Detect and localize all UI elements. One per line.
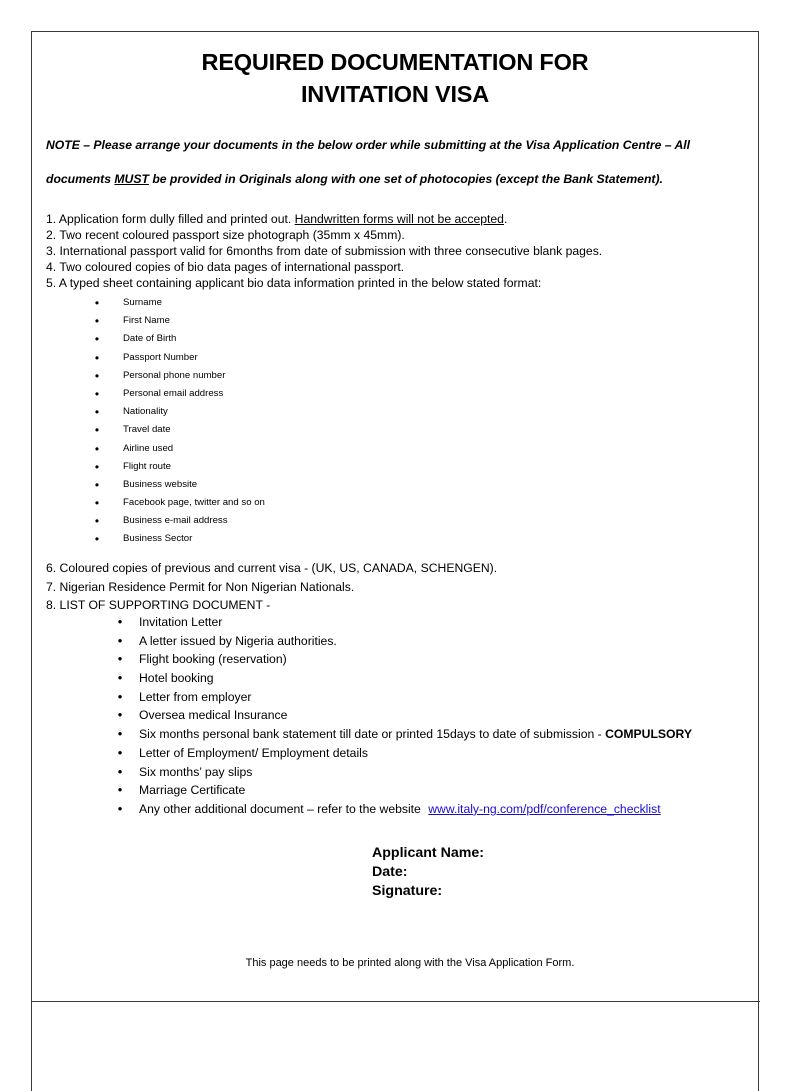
bullet-icon: • [117, 614, 123, 629]
bio-field-label: Airline used [123, 442, 174, 454]
bio-field-label: Business website [123, 478, 198, 490]
bio-field-label: First Name [123, 315, 170, 327]
supporting-doc-label: Letter of Employment/ Employment details [139, 745, 368, 760]
bio-field-label: Business Sector [123, 533, 193, 545]
note-must-emphasis: MUST [114, 172, 149, 186]
signature-label: Signature: [372, 883, 443, 899]
supporting-doc-label: Flight booking (reservation) [139, 652, 287, 667]
bullet-icon: • [117, 670, 123, 686]
bullet-icon: • [117, 688, 123, 704]
bullet-icon: • [117, 763, 123, 779]
list-item [110, 706, 692, 725]
note-line-2-start: documents [46, 172, 115, 186]
bio-field-label: Personal phone number [123, 369, 226, 381]
bullet-icon: • [94, 423, 100, 438]
list-item [110, 781, 692, 800]
supporting-doc-label: Marriage Certificate [139, 783, 246, 798]
list-item [90, 312, 265, 330]
bio-field-label: Business e-mail address [123, 515, 228, 527]
supporting-doc-label: Six months’ pay slips [139, 764, 253, 779]
bullet-icon: • [94, 350, 100, 365]
bullet-icon: • [94, 532, 100, 547]
bullet-icon: • [94, 314, 100, 329]
bullet-icon: • [117, 726, 123, 742]
list-item [110, 632, 692, 651]
list-item [90, 349, 265, 367]
list-item [90, 385, 265, 403]
bullet-icon: • [94, 514, 100, 529]
page-title [31, 46, 759, 110]
supporting-doc-label: A letter issued by Nigeria authorities. [139, 633, 337, 648]
bullet-icon: • [117, 800, 123, 816]
list-item [90, 440, 265, 458]
list-item [110, 613, 692, 632]
supporting-doc-label: Oversea medical Insurance [139, 708, 288, 723]
requirement-item-2: 2. Two recent coloured passport size photograph (35mm x 45mm). [46, 228, 405, 242]
signature-block [372, 844, 484, 901]
bullet-icon: • [94, 459, 100, 474]
list-item [110, 688, 692, 707]
list-item [90, 367, 265, 385]
list-item [90, 421, 265, 439]
bullet-icon: • [94, 386, 100, 401]
list-item [90, 403, 265, 421]
bullet-icon: • [94, 477, 100, 492]
requirements-list [46, 211, 746, 291]
list-item [110, 744, 692, 763]
supporting-documents-list [110, 613, 692, 819]
list-item [110, 763, 692, 782]
requirement-item-1 [46, 211, 746, 227]
note-paragraph [46, 128, 746, 196]
list-item [90, 294, 265, 312]
bio-data-fields-list [90, 294, 265, 549]
bio-field-label: Passport Number [123, 351, 198, 363]
list-item [110, 725, 692, 744]
bio-field-label: Personal email address [123, 387, 224, 399]
applicant-name-label: Applicant Name: [372, 845, 484, 861]
requirement-item-5: 5. A typed sheet containing applicant bio data information printed in the below stated format: [46, 276, 542, 290]
list-item [90, 330, 265, 348]
bullet-icon: • [94, 296, 100, 310]
supporting-doc-label: Letter from employer [139, 689, 252, 704]
bullet-icon: • [117, 707, 123, 723]
item-1-text: 1. Application form dully filled and printed out. [46, 212, 295, 226]
supporting-doc-label: Any other additional document – refer to the website [139, 801, 425, 816]
list-item [90, 530, 265, 548]
list-item [110, 669, 692, 688]
bullet-icon: • [94, 496, 100, 511]
requirement-item-4: 4. Two coloured copies of bio data pages of international passport. [46, 260, 405, 274]
item-1-underlined: Handwritten forms will not be accepted [294, 212, 504, 226]
footer-note: This page needs to be printed along with the Visa Application Form. [245, 957, 575, 969]
list-item [90, 458, 265, 476]
list-item [90, 476, 265, 494]
note-line-2 [46, 162, 746, 196]
bio-field-label: Flight route [123, 460, 171, 472]
requirement-item-7: 7. Nigerian Residence Permit for Non Nigerian Nationals. [46, 579, 355, 594]
title-line-2: INVITATION VISA [300, 81, 490, 107]
bullet-icon: • [117, 632, 123, 648]
bullet-icon: • [94, 405, 100, 420]
bio-field-label: Travel date [123, 424, 171, 436]
requirements-list-continued [46, 559, 746, 615]
bullet-icon: • [117, 744, 123, 760]
bio-field-label: Facebook page, twitter and so on [123, 497, 265, 509]
requirement-item-3: 3. International passport valid for 6months from date of submission with three consecutive blank pages. [46, 244, 603, 258]
requirement-item-8: 8. LIST OF SUPPORTING DOCUMENT - [46, 598, 271, 613]
title-line-1: REQUIRED DOCUMENTATION FOR [201, 49, 589, 75]
list-item [110, 800, 692, 819]
checklist-website-link[interactable]: www.italy-ng.com/pdf/conference_checklist [428, 801, 661, 816]
note-line-2-end: be provided in Originals along with one set of photocopies (except the Bank Statement). [148, 172, 663, 186]
note-line-1: NOTE – Please arrange your documents in the below order while submitting at the Visa Application Centre – All [46, 138, 691, 152]
compulsory-label: COMPULSORY [605, 727, 692, 742]
supporting-doc-label: Hotel booking [139, 671, 214, 686]
bio-field-label: Date of Birth [123, 333, 177, 345]
list-item [90, 512, 265, 530]
bullet-icon: • [117, 651, 123, 667]
item-1-end: . [503, 212, 508, 226]
date-label: Date: [372, 864, 408, 880]
bottom-rule [31, 1001, 760, 1002]
bio-field-label: Surname [123, 297, 162, 308]
supporting-doc-label: Six months personal bank statement till date or printed 15days to date of submission - [139, 727, 606, 742]
list-item [110, 650, 692, 669]
bio-field-label: Nationality [123, 406, 168, 418]
bullet-icon: • [94, 441, 100, 456]
bullet-icon: • [94, 368, 100, 383]
supporting-doc-label: Invitation Letter [139, 615, 223, 629]
bullet-icon: • [117, 782, 123, 798]
bullet-icon: • [94, 332, 100, 347]
list-item [90, 494, 265, 512]
requirement-item-6: 6. Coloured copies of previous and current visa - (UK, US, CANADA, SCHENGEN). [46, 561, 498, 575]
